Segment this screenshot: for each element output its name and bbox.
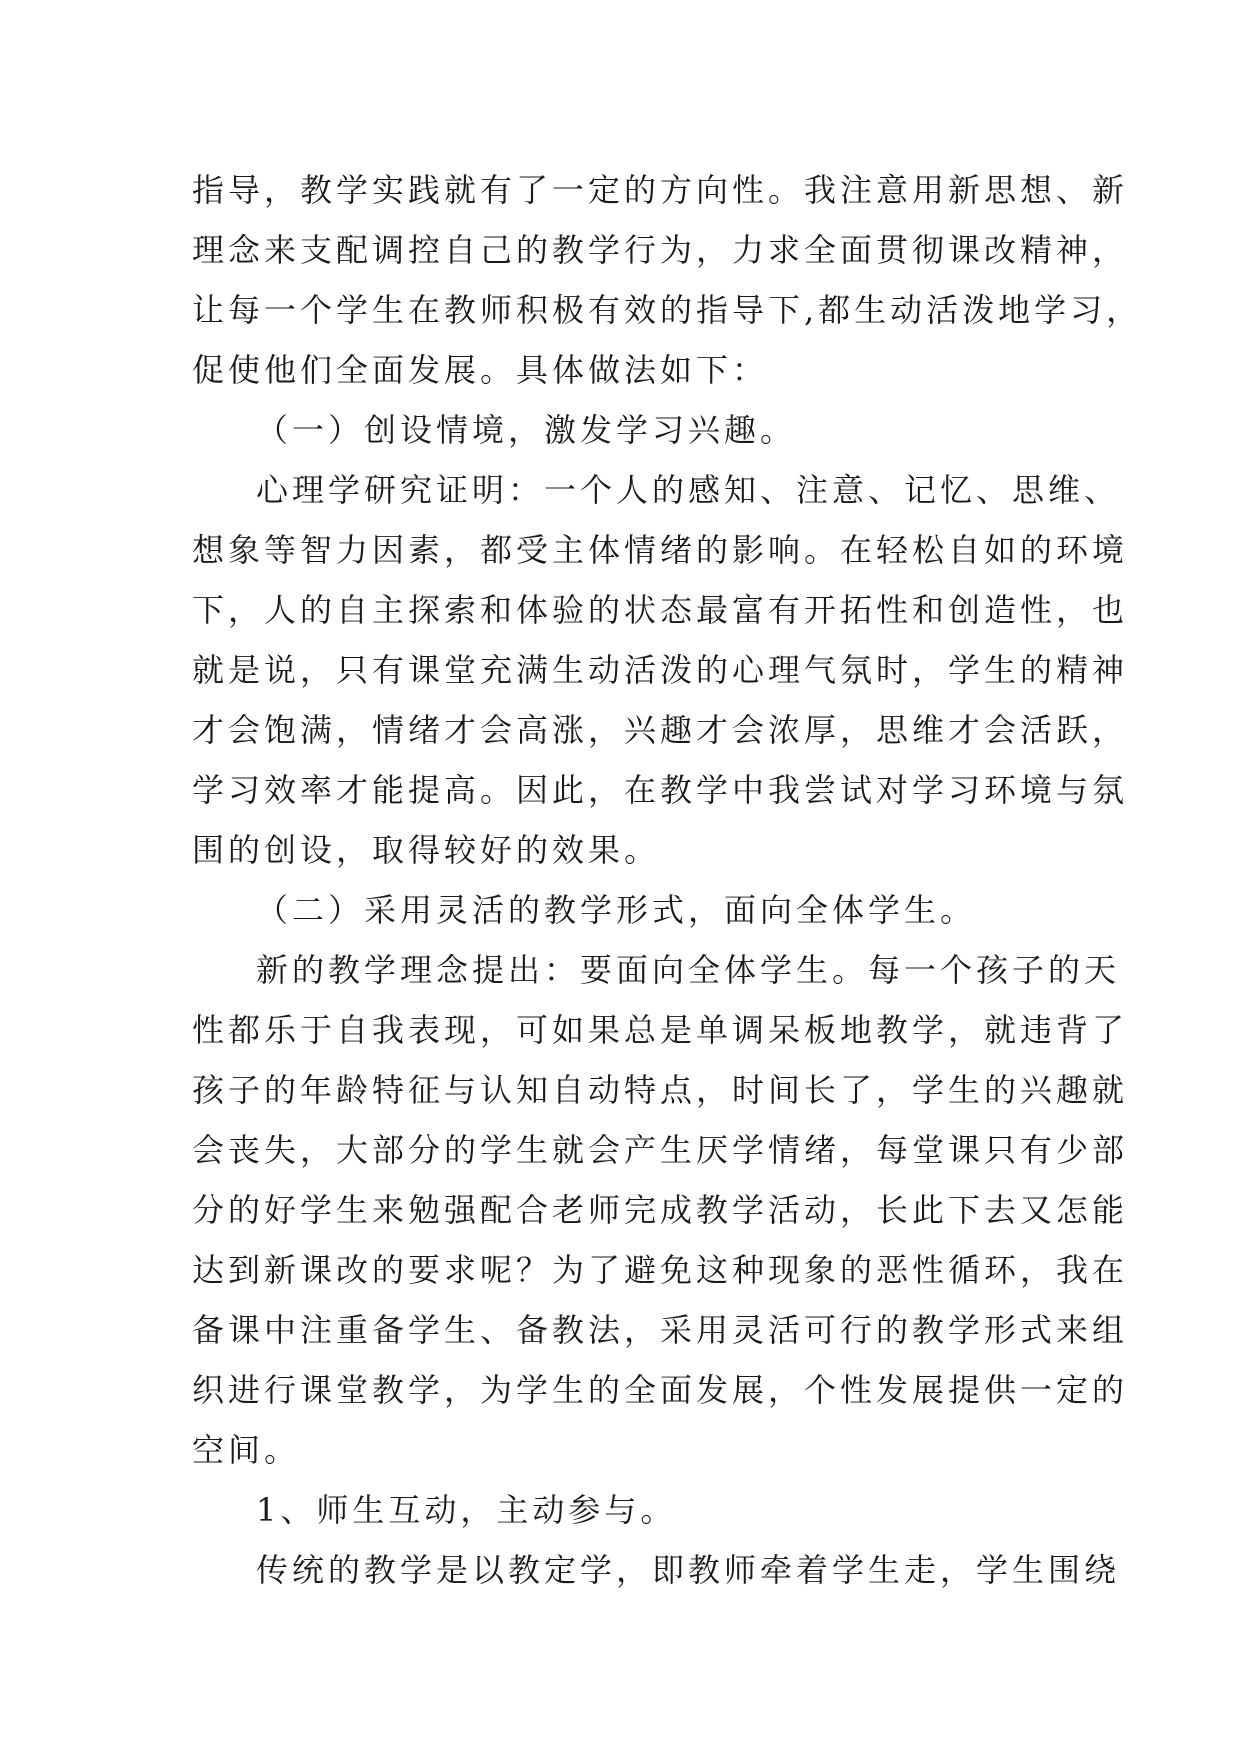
section-heading-2: （二）采用灵活的教学形式，面向全体学生。 <box>256 891 977 929</box>
document-body <box>192 160 1143 1600</box>
body-line: 理念来支配调控自己的教学行为，力求全面贯彻课改精神， <box>192 231 1129 269</box>
body-line: 学习效率才能提高。因此，在教学中我尝试对学习环境与氛 <box>192 771 1129 809</box>
section-heading-1: （一）创设情境，激发学习兴趣。 <box>256 411 797 449</box>
body-line: 围的创设，取得较好的效果。 <box>192 831 661 869</box>
body-line: 下，人的自主探索和体验的状态最富有开拓性和创造性，也 <box>192 591 1129 629</box>
body-line: 分的好学生来勉强配合老师完成教学活动，长此下去又怎能 <box>192 1191 1129 1229</box>
subsection-heading-1: 1、师生互动，主动参与。 <box>256 1491 677 1529</box>
body-line: 促使他们全面发展。具体做法如下： <box>192 351 769 389</box>
body-line: 织进行课堂教学，为学生的全面发展，个性发展提供一定的 <box>192 1371 1129 1409</box>
body-line: 空间。 <box>192 1431 301 1469</box>
body-line: 达到新课改的要求呢？为了避免这种现象的恶性循环，我在 <box>192 1251 1129 1289</box>
paragraph-start-line: 心理学研究证明：一个人的感知、注意、记忆、思维、 <box>256 471 1121 509</box>
paragraph-start-line: 新的教学理念提出：要面向全体学生。每一个孩子的天 <box>256 951 1121 989</box>
body-line: 会丧失，大部分的学生就会产生厌学情绪，每堂课只有少部 <box>192 1131 1129 1169</box>
body-line: 性都乐于自我表现，可如果总是单调呆板地教学，就违背了 <box>192 1011 1129 1049</box>
body-line: 备课中注重备学生、备教法，采用灵活可行的教学形式来组 <box>192 1311 1129 1349</box>
body-line: 就是说，只有课堂充满生动活泼的心理气氛时，学生的精神 <box>192 651 1129 689</box>
body-line: 孩子的年龄特征与认知自动特点，时间长了，学生的兴趣就 <box>192 1071 1129 1109</box>
paragraph-start-line: 传统的教学是以教定学，即教师牵着学生走，学生围绕 <box>256 1551 1121 1589</box>
body-line: 想象等智力因素，都受主体情绪的影响。在轻松自如的环境 <box>192 531 1129 569</box>
body-line: 指导，教学实践就有了一定的方向性。我注意用新思想、新 <box>192 171 1129 209</box>
body-line: 让每一个学生在教师积极有效的指导下,都生动活泼地学习， <box>192 291 1143 329</box>
body-line: 才会饱满，情绪才会高涨，兴趣才会浓厚，思维才会活跃， <box>192 711 1129 749</box>
